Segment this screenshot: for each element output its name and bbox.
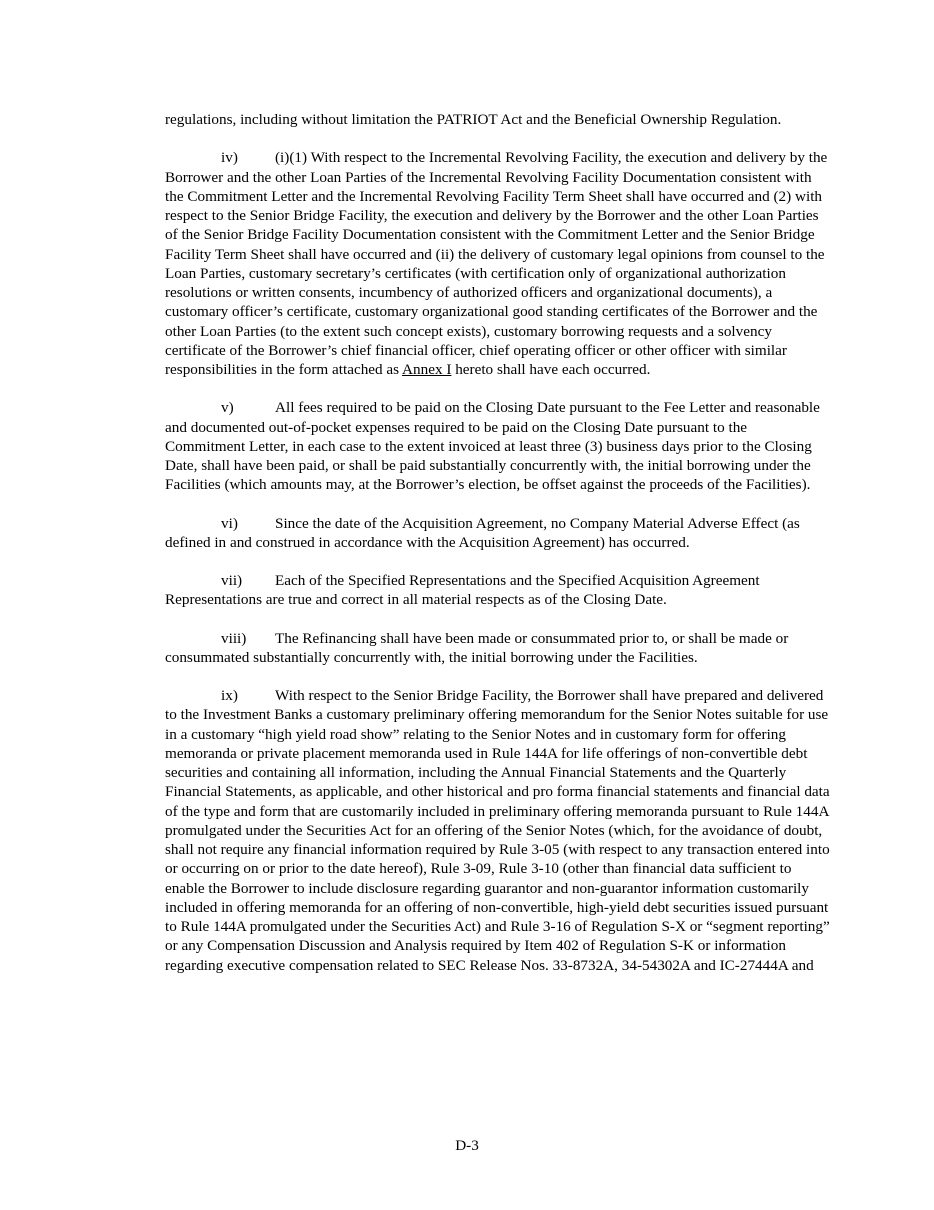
item-text: The Refinancing shall have been made or consummated prior to, or shall be made or consummated substantially concurrently with, the initial borrowing under the Facilities.: [165, 629, 789, 666]
item-text: With respect to the Senior Bridge Facility, the Borrower shall have prepared and delivered to the Investment Banks a customary preliminary offering memorandum for the Senior Notes suitable for use in a customary “high yield road show” relating to the Senior Notes and in customary form for offering memoranda or private placement memoranda used in Rule 144A for life offerings of non-convertible debt securities and containing all information, including the Annual Financial Statements and the Quarterly Financial Statements, as applicable, and other historical and pro forma financial statements and financial data of the type and form that are customarily included in preliminary offering memoranda pursuant to Rule 144A promulgated under the Securities Act for an offering of the Senior Notes (which, for the avoidance of doubt, shall not require any financial information required by Rule 3-05 (with respect to any transaction entered into or occurring on or prior to the date hereof), Rule 3-09, Rule 3-10 (other than financial data sufficient to enable the Borrower to include disclosure regarding guarantor and non-guarantor information customarily included in offering memoranda for an offering of non-convertible, high-yield debt securities issued pursuant to Rule 144A promulgated under the Securities Act) and Rule 3-16 of Regulation S-X or “segment reporting” or any Compensation Discussion and Analysis required by Item 402 of Regulation S-K or information regarding executive compensation related to SEC Release Nos. 33-8732A, 34-54302A and IC-27444A and: [165, 687, 830, 974]
item-vii: [165, 571, 830, 610]
item-text: Since the date of the Acquisition Agreement, no Company Material Adverse Effect (as defined in and construed in accordance with the Acquisition Agreement) has occurred.: [165, 514, 800, 551]
item-number: v): [221, 399, 234, 417]
item-text: All fees required to be paid on the Closing Date pursuant to the Fee Letter and reasonable and documented out-of-pocket expenses required to be paid on the Closing Date pursuant to the Commitment Letter, in each case to the extent invoiced at least three (3) business days prior to the Closing Date, shall have been paid, or shall be paid substantially concurrently with, the initial borrowing under the Facilities (which amounts may, at the Borrower’s election, be offset against the proceeds of the Facilities).: [165, 399, 820, 494]
intro-paragraph: regulations, including without limitation the PATRIOT Act and the Beneficial Ownership Regulation.: [165, 111, 782, 128]
item-text: (i)(1) With respect to the Incremental Revolving Facility, the execution and delivery by the Borrower and the other Loan Parties of the Incremental Revolving Facility Documentation consistent with the Commitment Letter and the Incremental Revolving Facility Term Sheet shall have occurred and (2) with respect to the Senior Bridge Facility, the execution and delivery by the Borrower and the other Loan Parties of the Senior Bridge Facility Documentation consistent with the Commitment Letter and the Senior Bridge Facility Term Sheet shall have occurred and (ii) the delivery of customary legal opinions from counsel to the Loan Parties, customary secretary’s certificates (with certification only of organizational authorization resolutions or written consents, incumbency of authorized officers and organizational documents), a customary officer’s certificate, customary organizational good standing certificates of the Borrower and the other Loan Parties (to the extent such concept exists), customary borrowing requests and a solvency certificate of the Borrower’s chief financial officer, chief operating officer or other officer with similar responsibilities in the form attached as: [165, 149, 828, 378]
item-number: ix): [221, 687, 238, 704]
item-text-tail: hereto shall have each occurred.: [451, 361, 651, 378]
item-text: Each of the Specified Representations and the Specified Acquisition Agreement Representations are true and correct in all material respects as of the Closing Date.: [165, 572, 760, 609]
item-iv: [165, 148, 830, 379]
annex-reference: Annex I: [402, 361, 452, 378]
item-ix: [165, 686, 830, 975]
item-number: vii): [221, 572, 243, 589]
item-vi: [165, 514, 830, 553]
item-number: viii): [221, 629, 247, 647]
item-v: [165, 398, 830, 494]
item-number: vi): [221, 514, 238, 532]
document-body: [165, 110, 830, 994]
page-number: D-3: [455, 1137, 479, 1154]
item-viii: [165, 629, 830, 668]
item-number: iv): [221, 149, 238, 167]
